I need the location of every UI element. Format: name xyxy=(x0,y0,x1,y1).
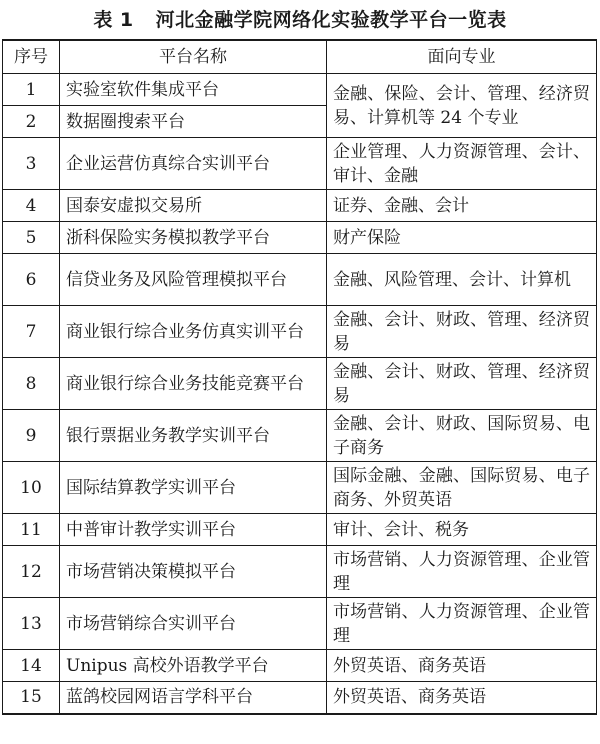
row-name: 中普审计教学实训平台 xyxy=(60,514,327,546)
table-row xyxy=(3,682,597,714)
row-name: 企业运营仿真综合实训平台 xyxy=(60,138,327,190)
row-major: 外贸英语、商务英语 xyxy=(327,650,597,682)
platform-table xyxy=(2,39,597,715)
row-no: 13 xyxy=(3,598,60,650)
row-no: 12 xyxy=(3,546,60,598)
row-name: 市场营销综合实训平台 xyxy=(60,598,327,650)
table-row xyxy=(3,254,597,306)
table-row xyxy=(3,598,597,650)
row-name: 浙科保险实务模拟教学平台 xyxy=(60,222,327,254)
table-row xyxy=(3,222,597,254)
table-number: 表 1 xyxy=(93,9,134,31)
row-major: 外贸英语、商务英语 xyxy=(327,682,597,714)
table-row xyxy=(3,358,597,410)
table-row xyxy=(3,410,597,462)
row-no: 8 xyxy=(3,358,60,410)
row-name: 信贷业务及风险管理模拟平台 xyxy=(60,254,327,306)
row-name: 市场营销决策模拟平台 xyxy=(60,546,327,598)
row-major: 市场营销、人力资源管理、企业管理 xyxy=(327,598,597,650)
row-major: 金融、会计、财政、国际贸易、电子商务 xyxy=(327,410,597,462)
row-major-merged: 金融、保险、会计、管理、经济贸易、计算机等 24 个专业 xyxy=(327,74,597,138)
table-title: 河北金融学院网络化实验教学平台一览表 xyxy=(155,9,507,31)
row-no: 4 xyxy=(3,190,60,222)
table-row xyxy=(3,546,597,598)
row-no: 15 xyxy=(3,682,60,714)
table-row xyxy=(3,306,597,358)
table-row xyxy=(3,74,597,106)
header-name: 平台名称 xyxy=(60,40,327,74)
table-header-row xyxy=(3,40,597,74)
table-row xyxy=(3,650,597,682)
row-major: 证券、金融、会计 xyxy=(327,190,597,222)
header-no: 序号 xyxy=(3,40,60,74)
row-no: 11 xyxy=(3,514,60,546)
row-name: 数据圈搜索平台 xyxy=(60,106,327,138)
row-no: 3 xyxy=(3,138,60,190)
row-major: 金融、风险管理、会计、计算机 xyxy=(327,254,597,306)
row-name: Unipus 高校外语教学平台 xyxy=(60,650,327,682)
row-no: 7 xyxy=(3,306,60,358)
row-major: 审计、会计、税务 xyxy=(327,514,597,546)
row-name: 商业银行综合业务仿真实训平台 xyxy=(60,306,327,358)
row-no: 9 xyxy=(3,410,60,462)
table-row xyxy=(3,462,597,514)
row-no: 14 xyxy=(3,650,60,682)
row-no: 1 xyxy=(3,74,60,106)
row-no: 2 xyxy=(3,106,60,138)
row-no: 6 xyxy=(3,254,60,306)
table-row xyxy=(3,514,597,546)
row-name: 蓝鸽校园网语言学科平台 xyxy=(60,682,327,714)
table-row xyxy=(3,138,597,190)
row-name: 实验室软件集成平台 xyxy=(60,74,327,106)
header-major: 面向专业 xyxy=(327,40,597,74)
row-major: 企业管理、人力资源管理、会计、审计、金融 xyxy=(327,138,597,190)
row-major: 市场营销、人力资源管理、企业管理 xyxy=(327,546,597,598)
row-name: 国泰安虚拟交易所 xyxy=(60,190,327,222)
table-caption xyxy=(0,6,600,34)
row-major: 金融、会计、财政、管理、经济贸易 xyxy=(327,306,597,358)
row-no: 5 xyxy=(3,222,60,254)
row-name: 银行票据业务教学实训平台 xyxy=(60,410,327,462)
row-major: 财产保险 xyxy=(327,222,597,254)
row-no: 10 xyxy=(3,462,60,514)
table-row xyxy=(3,190,597,222)
row-name: 商业银行综合业务技能竞赛平台 xyxy=(60,358,327,410)
row-name: 国际结算教学实训平台 xyxy=(60,462,327,514)
row-major: 金融、会计、财政、管理、经济贸易 xyxy=(327,358,597,410)
row-major: 国际金融、金融、国际贸易、电子商务、外贸英语 xyxy=(327,462,597,514)
